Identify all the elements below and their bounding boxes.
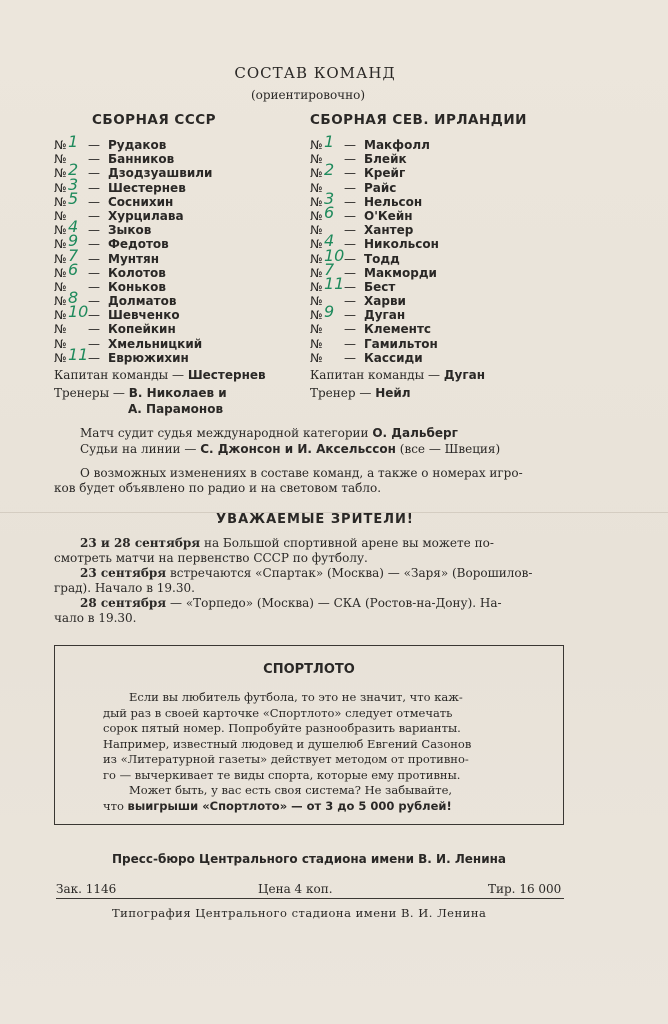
dash: — <box>88 223 100 238</box>
dash: — <box>88 138 100 152</box>
handwritten-number: 3 <box>324 188 335 208</box>
player-name: О'Кейн <box>364 208 413 223</box>
date-highlight: 23 и 28 сентября <box>80 536 201 550</box>
player-number: № <box>54 237 67 252</box>
player-number: № <box>310 294 323 309</box>
dash: — <box>344 251 356 266</box>
order-number: Зак. 1146 <box>56 882 117 896</box>
text-line: го — вычеркивает те виды спорта, которые ему противны. <box>103 767 461 782</box>
player-number: № <box>54 208 67 223</box>
player-row <box>310 273 439 294</box>
dash: — <box>88 152 100 167</box>
player-number: № <box>310 194 323 209</box>
player-row <box>310 337 439 351</box>
date-highlight: 28 сентября <box>80 596 167 610</box>
player-name: Рудаков <box>108 138 167 152</box>
dash: — <box>344 308 356 323</box>
player-name: Колотов <box>108 265 166 280</box>
sportloto-text <box>103 690 523 814</box>
player-name: Бест <box>364 279 396 294</box>
dash: — <box>88 180 100 195</box>
player-number: № <box>310 237 323 252</box>
text-line: из «Литературной газеты» действует методом от противно- <box>103 752 469 766</box>
handwritten-number: 10 <box>68 302 89 322</box>
text-line: на Большой спортивной арене вы можете по- <box>203 536 494 550</box>
player-name: Гамильтон <box>364 336 438 351</box>
handwritten-number: 11 <box>324 273 345 293</box>
player-name: Федотов <box>108 237 169 252</box>
player-name: Клементс <box>364 322 432 337</box>
dash: — <box>344 322 356 337</box>
lineup-change-note <box>54 466 523 496</box>
player-name: Дуган <box>364 308 406 323</box>
player-name: Кассиди <box>364 350 423 365</box>
player-name: Крейг <box>364 166 406 181</box>
dash: — <box>344 223 356 238</box>
press-bureau: Пресс-бюро Центрального стадиона имени В. И. Ленина <box>112 852 507 866</box>
sportloto-box <box>54 645 564 825</box>
player-number: № <box>54 322 67 337</box>
player-number: № <box>54 350 67 365</box>
page-title: СОСТАВ КОМАНД <box>234 64 396 82</box>
player-row <box>54 188 212 209</box>
handwritten-number: 1 <box>68 132 79 151</box>
dash: — <box>88 279 100 294</box>
captain-label: Капитан команды — <box>54 368 185 382</box>
player-number: № <box>54 336 67 351</box>
sportloto-title: СПОРТЛОТО <box>263 662 355 677</box>
player-row <box>54 322 212 336</box>
coaches-label: Тренеры — <box>54 386 125 400</box>
handwritten-number: 2 <box>68 160 79 180</box>
captain-label: Капитан команды — <box>310 368 441 382</box>
note-line: ков будет объявлено по радио и на световом табло. <box>54 481 382 495</box>
team-name-northern-ireland: СБОРНАЯ СЕВ. ИРЛАНДИИ <box>310 112 527 128</box>
player-number: № <box>310 152 323 167</box>
linesmen-line <box>80 442 500 456</box>
player-number: № <box>54 251 67 266</box>
linesmen-label: Судьи на линии — <box>80 442 197 456</box>
handwritten-number: 7 <box>324 259 335 279</box>
text-line: сорок пятый номер. Попробуйте разнообразить варианты. <box>103 721 461 735</box>
print-run: Тир. 16 000 <box>488 882 562 896</box>
referee-label: Матч судит судья международной категории <box>80 426 369 440</box>
dash: — <box>88 308 100 323</box>
player-row <box>310 132 439 152</box>
player-name: Макфолл <box>364 138 430 152</box>
text-line: смотреть матчи на первенство СССР по футболу. <box>54 551 368 565</box>
player-name: Зыков <box>108 223 152 238</box>
dash: — <box>88 251 100 266</box>
player-name: Банников <box>108 152 175 167</box>
text-line: град). Начало в 19.30. <box>54 581 195 595</box>
handwritten-number: 5 <box>68 188 79 208</box>
handwritten-number: 4 <box>324 231 335 251</box>
dash: — <box>344 237 356 252</box>
prize-highlight: выигрыши «Спортлото» — от 3 до 5 000 рублей! <box>127 798 452 813</box>
coaches-label: Тренер — <box>310 386 372 400</box>
referee-name: О. Дальберг <box>372 426 458 440</box>
spectators-text <box>54 536 533 626</box>
footer-divider <box>56 898 564 899</box>
player-name: Еврюжихин <box>108 350 189 365</box>
player-number: № <box>54 294 67 309</box>
player-row <box>310 302 439 323</box>
text-line: встречаются «Спартак» (Москва) — «Заря» (Ворошилов- <box>170 566 533 580</box>
player-number: № <box>310 265 323 280</box>
player-number: № <box>310 208 323 223</box>
player-number: № <box>310 336 323 351</box>
player-number: № <box>310 251 323 266</box>
player-number: № <box>310 308 323 323</box>
price: Цена 4 коп. <box>258 882 333 896</box>
player-row <box>310 160 439 181</box>
handwritten-number: 1 <box>324 132 335 151</box>
player-number: № <box>310 180 323 195</box>
player-name: Соснихин <box>108 194 174 209</box>
dash: — <box>344 208 356 223</box>
player-number: № <box>54 180 67 195</box>
player-row <box>54 132 212 152</box>
coach-name: А. Парамонов <box>128 402 224 416</box>
dash: — <box>344 180 356 195</box>
coach-name: Нейл <box>375 386 411 400</box>
player-number: № <box>310 322 323 337</box>
handwritten-number: 11 <box>68 344 89 364</box>
player-number: № <box>54 194 67 209</box>
player-row <box>54 344 212 365</box>
player-number: № <box>54 308 67 323</box>
captain-name: Дуган <box>443 368 486 382</box>
referee-line <box>80 426 458 440</box>
text-line: Если вы любитель футбола, то это не значит, что каж- <box>129 690 463 704</box>
dash: — <box>344 294 356 309</box>
handwritten-number: 2 <box>324 160 335 180</box>
dash: — <box>88 294 100 309</box>
dash: — <box>344 350 356 365</box>
dash: — <box>344 194 356 209</box>
handwritten-number: 6 <box>68 259 79 279</box>
player-number: № <box>54 223 67 238</box>
page-subtitle: (ориентировочно) <box>250 88 366 102</box>
player-name: Тодд <box>364 251 400 266</box>
dash: — <box>344 152 356 167</box>
dash: — <box>88 265 100 280</box>
player-name: Дзодзуашвили <box>108 166 213 181</box>
text-line <box>103 799 523 815</box>
text-line: — «Торпедо» (Москва) — СКА (Ростов-на-Дону). На- <box>170 596 502 610</box>
dash: — <box>344 265 356 280</box>
dash: — <box>344 138 356 152</box>
player-name: Хурцилава <box>108 208 184 223</box>
dash: — <box>344 279 356 294</box>
player-name: Шевченко <box>108 308 180 323</box>
player-name: Харви <box>364 294 406 309</box>
handwritten-number: 7 <box>68 245 79 265</box>
handwritten-number: 3 <box>68 174 79 194</box>
coaches-ussr <box>54 386 227 400</box>
player-number: № <box>54 166 67 181</box>
coaches-ussr-line2 <box>128 402 223 416</box>
text-line: чало в 19.30. <box>54 611 137 625</box>
player-number: № <box>54 265 67 280</box>
player-name: Шестернев <box>108 180 186 195</box>
player-name: Хантер <box>364 223 414 238</box>
captain-ni <box>310 368 485 382</box>
dash: — <box>88 194 100 209</box>
player-name: Мунтян <box>108 251 160 266</box>
printer-credit: Типография Центрального стадиона имени В. И. Ленина <box>112 906 487 920</box>
player-name: Никольсон <box>364 237 439 252</box>
handwritten-number: 6 <box>324 202 335 222</box>
player-name: Блейк <box>364 152 407 167</box>
player-number: № <box>310 350 323 365</box>
player-name: Долматов <box>108 294 177 309</box>
handwritten-number: 9 <box>68 231 79 251</box>
player-row <box>54 259 212 280</box>
linesmen-country: (все — Швеция) <box>399 442 501 456</box>
dash: — <box>344 166 356 181</box>
player-number: № <box>310 166 323 181</box>
player-number: № <box>310 138 323 152</box>
handwritten-number: 4 <box>68 217 79 237</box>
player-name: Коньков <box>108 279 166 294</box>
player-row <box>310 322 439 336</box>
coach-name: В. Николаев и <box>128 386 227 400</box>
player-number: № <box>54 138 67 152</box>
text-line: дый раз в своей карточке «Спортлото» следует отмечать <box>103 705 453 720</box>
coaches-ni <box>310 386 411 400</box>
roster-northern-ireland <box>310 132 439 365</box>
text-line: Например, известный людовед и душелюб Евгений Сазонов <box>103 736 472 751</box>
dash: — <box>88 350 100 365</box>
player-row <box>310 351 439 365</box>
player-row <box>310 202 439 223</box>
team-name-ussr: СБОРНАЯ СССР <box>92 112 217 128</box>
player-number: № <box>310 279 323 294</box>
dash: — <box>344 336 356 351</box>
handwritten-number: 9 <box>324 302 335 322</box>
player-name: Копейкин <box>108 322 176 337</box>
player-name: Нельсон <box>364 194 423 209</box>
note-line: О возможных изменениях в составе команд, а также о номерах игро- <box>80 466 523 480</box>
player-number: № <box>54 152 67 167</box>
player-name: Райс <box>364 180 397 195</box>
player-name: Хмельницкий <box>108 336 203 351</box>
dash: — <box>88 166 100 181</box>
spectators-heading: УВАЖАЕМЫЕ ЗРИТЕЛИ! <box>216 512 414 527</box>
linesmen-names: С. Джонсон и И. Аксельссон <box>200 442 396 456</box>
text-line: Может быть, у вас есть своя система? Не забывайте, <box>129 783 453 797</box>
player-number: № <box>54 279 67 294</box>
text-prefix: что <box>103 798 124 813</box>
handwritten-number: 8 <box>68 288 79 308</box>
captain-name: Шестернев <box>187 368 266 382</box>
player-row <box>54 302 212 323</box>
dash: — <box>88 336 100 351</box>
captain-ussr <box>54 368 266 382</box>
handwritten-number: 10 <box>324 245 345 265</box>
dash: — <box>88 322 100 337</box>
dash: — <box>88 237 100 252</box>
player-number: № <box>310 223 323 238</box>
date-highlight: 23 сентября <box>80 566 167 580</box>
player-name: Макморди <box>364 265 437 280</box>
dash: — <box>88 208 100 223</box>
roster-ussr <box>54 132 213 365</box>
